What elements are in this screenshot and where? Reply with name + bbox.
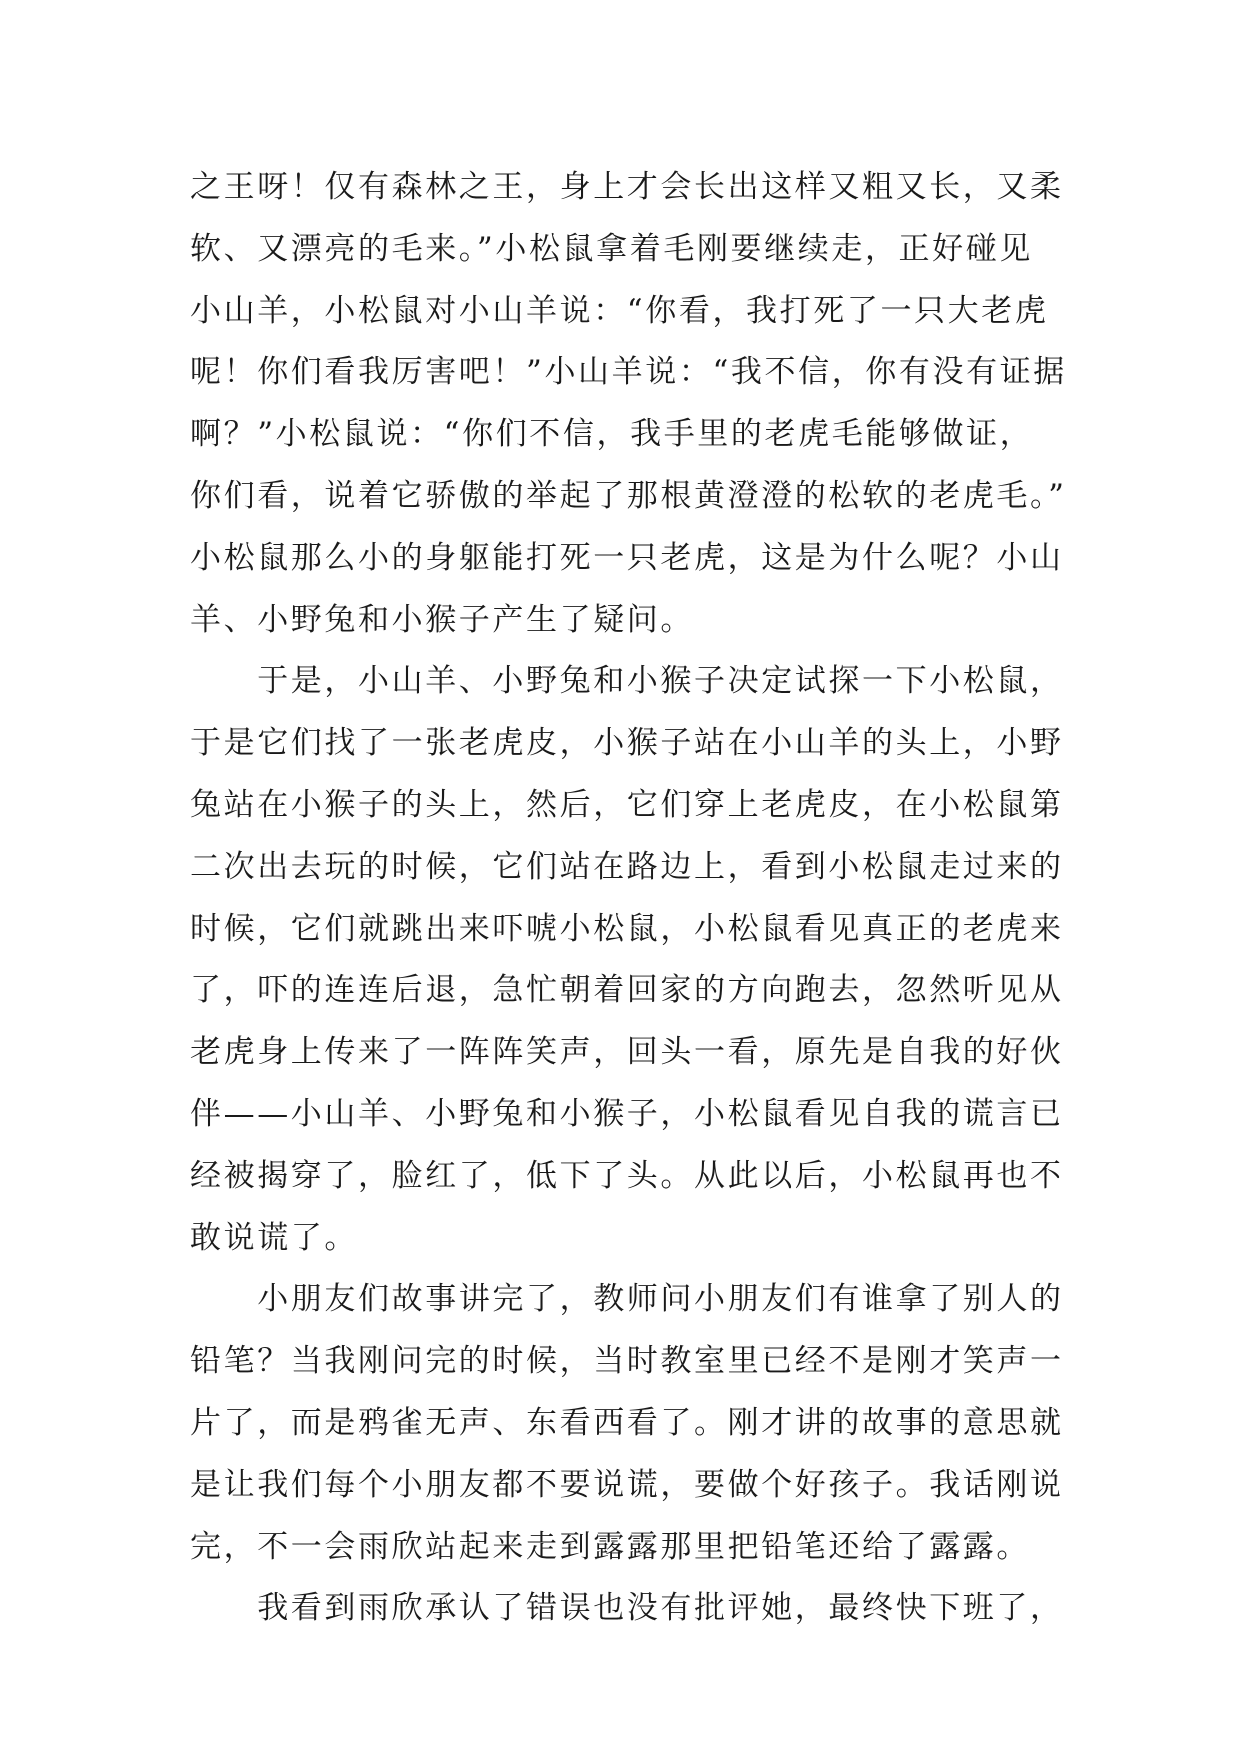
text-line: 片了，而是鸦雀无声、东看西看了。刚才讲的故事的意思就 [190,1404,1064,1441]
text-line: 时候，它们就跳出来吓唬小松鼠，小松鼠看见真正的老虎来 [190,910,1064,947]
text-line: 老虎身上传来了一阵阵笑声，回头一看，原先是自我的好伙 [190,1034,1064,1071]
text-line: 于是，小山羊、小野兔和小猴子决定试探一下小松鼠， [190,663,1064,700]
text-line: 铅笔？当我刚问完的时候，当时教室里已经不是刚才笑声一 [190,1343,1064,1380]
text-line: 小朋友们故事讲完了，教师问小朋友们有谁拿了别人的 [190,1281,1064,1318]
text-line: 是让我们每个小朋友都不要说谎，要做个好孩子。我话刚说 [190,1466,1064,1503]
text-line: 我看到雨欣承认了错误也没有批评她，最终快下班了， [190,1590,1064,1627]
text-line: 小山羊，小松鼠对小山羊说：“你看，我打死了一只大老虎 [190,292,1049,329]
text-line: 敢说谎了。 [190,1219,358,1256]
text-line: 兔站在小猴子的头上，然后，它们穿上老虎皮，在小松鼠第 [190,786,1064,823]
text-line: 你们看，说着它骄傲的举起了那根黄澄澄的松软的老虎毛。” [190,477,1067,514]
text-line: 羊、小野兔和小猴子产生了疑问。 [190,601,694,638]
text-line: 呢！你们看我厉害吧！”小山羊说：“我不信，你有没有证据 [190,354,1067,391]
text-line: 经被揭穿了，脸红了，低下了头。从此以后，小松鼠再也不 [190,1157,1064,1194]
text-line: 完，不一会雨欣站起来走到露露那里把铅笔还给了露露。 [190,1528,1030,1565]
text-line: 小松鼠那么小的身躯能打死一只老虎，这是为什么呢？小山 [190,539,1064,576]
body-text [190,157,1070,1640]
text-line: 啊？”小松鼠说：“你们不信，我手里的老虎毛能够做证， [190,416,1034,453]
text-line: 了，吓的连连后退，急忙朝着回家的方向跑去，忽然听见从 [190,972,1064,1009]
text-line: 之王呀！仅有森林之王，身上才会长出这样又粗又长，又柔 [190,169,1064,205]
text-line: 伴——小山羊、小野兔和小猴子，小松鼠看见自我的谎言已 [190,1095,1064,1132]
text-line: 于是它们找了一张老虎皮，小猴子站在小山羊的头上，小野 [190,725,1064,762]
text-line: 二次出去玩的时候，它们站在路边上，看到小松鼠走过来的 [190,848,1064,885]
text-line: 软、又漂亮的毛来。”小松鼠拿着毛刚要继续走，正好碰见 [190,230,1033,267]
